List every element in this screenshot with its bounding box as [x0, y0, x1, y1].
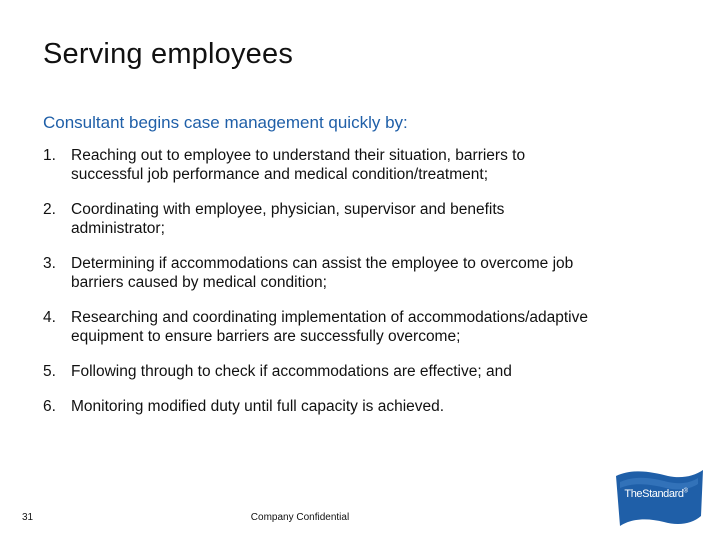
logo-text: TheStandard: [624, 488, 684, 500]
step-line: Determining if accommodations can assist the employee to overcome job: [71, 255, 574, 272]
step-number: 6.: [43, 398, 56, 415]
confidential-label: Company Confidential: [250, 512, 350, 523]
step-number: 2.: [43, 201, 56, 218]
logo-wordmark: [620, 488, 692, 500]
list-item: [43, 362, 683, 381]
list-item: [43, 200, 683, 238]
list-item: [43, 146, 683, 184]
step-line: Reaching out to employee to understand their situation, barriers to: [71, 147, 526, 164]
step-number: 4.: [43, 309, 56, 326]
step-line: barriers caused by medical condition;: [71, 274, 327, 291]
step-line: successful job performance and medical condition/treatment;: [71, 166, 488, 183]
registered-mark: ®: [683, 488, 688, 495]
step-line: equipment to ensure barriers are successfully overcome;: [71, 328, 461, 345]
list-item: [43, 254, 683, 292]
step-number: 1.: [43, 147, 56, 164]
step-line: Following through to check if accommodations are effective; and: [71, 363, 512, 380]
list-item: [43, 397, 683, 416]
step-number: 3.: [43, 255, 56, 272]
page-number: 31: [22, 512, 34, 523]
step-line: Monitoring modified duty until full capacity is achieved.: [71, 398, 445, 415]
step-line: Coordinating with employee, physician, supervisor and benefits: [71, 201, 505, 218]
step-line: Researching and coordinating implementation of accommodations/adaptive: [71, 309, 588, 326]
slide-subtitle: Consultant begins case management quickly by:: [43, 113, 408, 132]
slide-title: Serving employees: [43, 38, 294, 70]
steps-list: [43, 146, 683, 432]
list-item: [43, 308, 683, 346]
step-number: 5.: [43, 363, 56, 380]
step-line: administrator;: [71, 220, 165, 237]
